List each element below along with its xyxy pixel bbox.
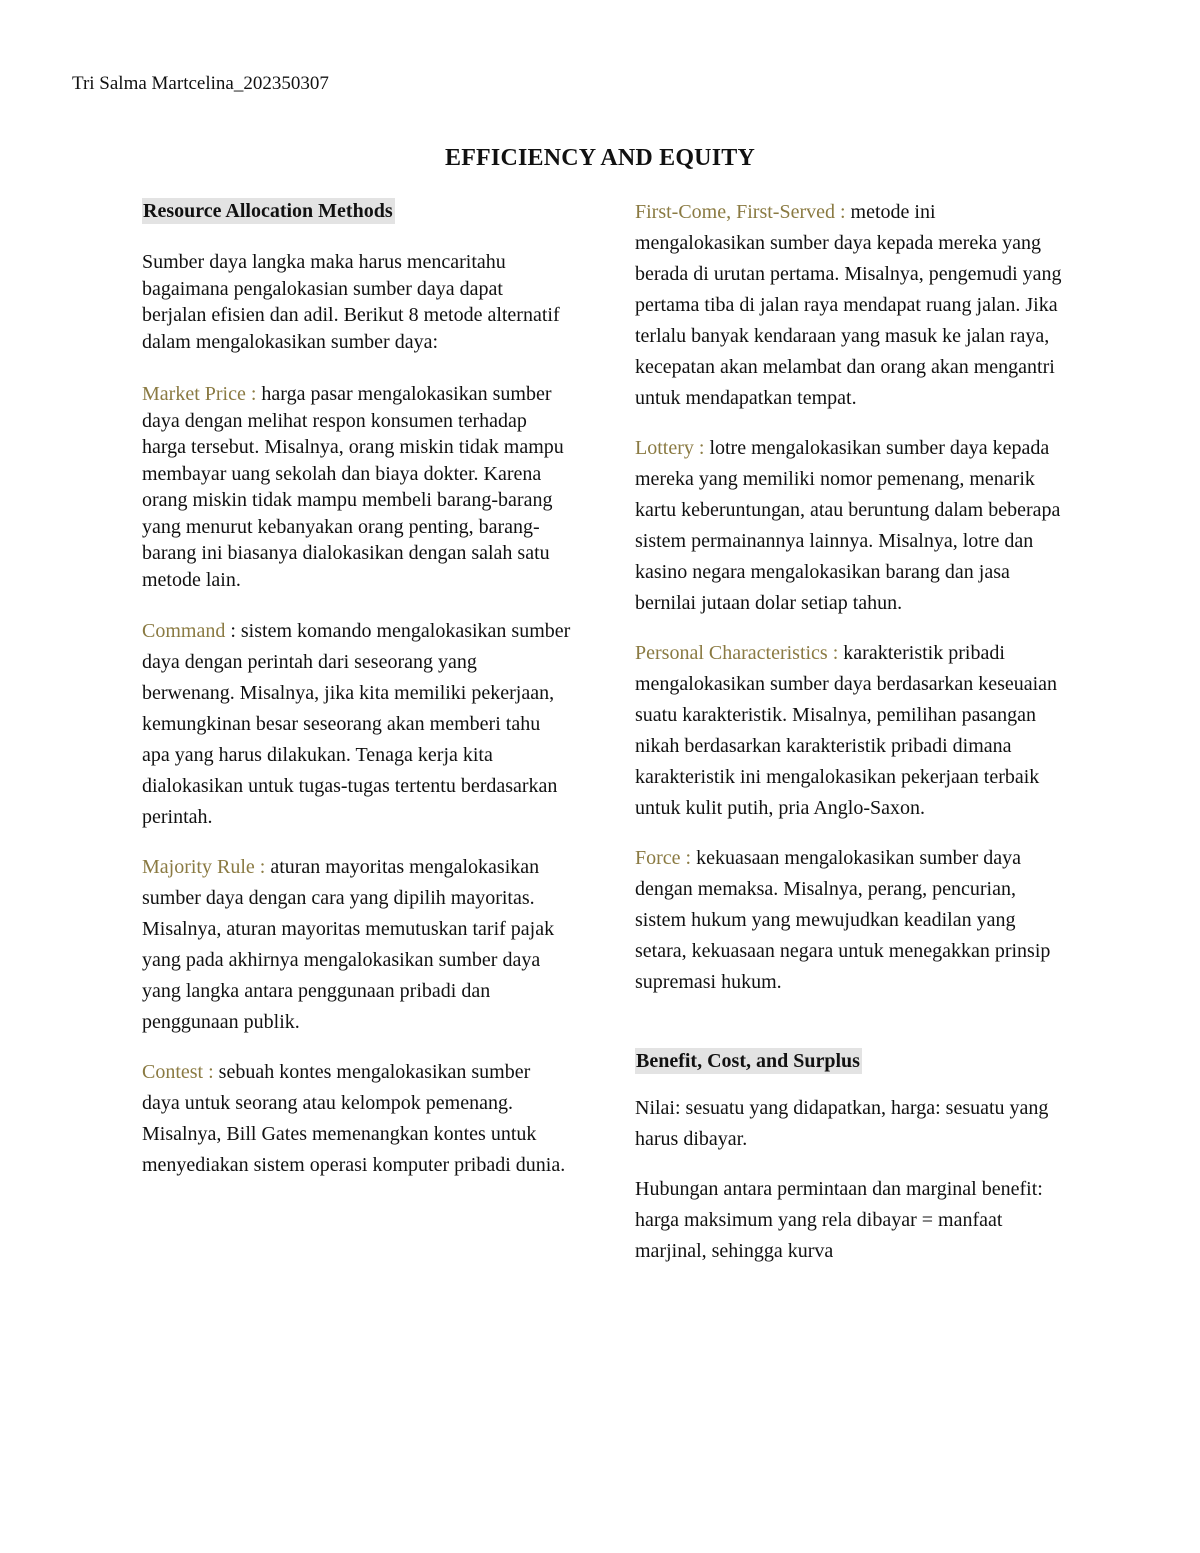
personal-characteristics-paragraph — [635, 638, 1065, 824]
force-term: Force : — [635, 847, 692, 869]
contest-term: Contest : — [142, 1061, 214, 1083]
first-come-text: metode ini mengalokasikan sumber daya kepada mereka yang berada di urutan pertama. Misalnya, pengemudi yang pertama tiba di jalan raya mendapat ruang jalan. Jika terlalu banyak kendaraan yang masuk ke jalan raya, kecepatan akan melambat dan orang akan mengantri untuk mendapatkan tempat. — [635, 201, 1062, 409]
document-title: EFFICIENCY AND EQUITY — [444, 145, 755, 171]
contest-paragraph — [142, 1057, 572, 1181]
right-column — [635, 197, 1065, 1267]
market-price-term: Market Price : — [142, 383, 257, 405]
personal-characteristics-term: Personal Characteristics : — [635, 642, 839, 664]
contest-text: sebuah kontes mengalokasikan sumber daya untuk seorang atau kelompok pemenang. Misalnya, Bill Gates memenangkan kontes untuk menyediakan sistem operasi komputer pribadi dunia. — [142, 1061, 566, 1176]
lottery-text: lotre mengalokasikan sumber daya kepada mereka yang memiliki nomor pemenang, menarik kartu keberuntungan, atau beruntung dalam beberapa sistem permainannya lainnya. Misalnya, lotre dan kasino negara mengalokasikan barang dan jasa bernilai jutaan dolar setiap tahun. — [635, 437, 1061, 614]
intro-paragraph: Sumber daya langka maka harus mencaritahu bagaimana pengalokasian sumber daya dapat berjalan efisien dan adil. Berikut 8 metode alternatif dalam mengalokasikan sumber daya: — [142, 251, 560, 353]
lottery-paragraph — [635, 433, 1065, 619]
majority-rule-paragraph — [142, 852, 572, 1038]
market-price-text: harga pasar mengalokasikan sumber daya dengan melihat respon konsumen terhadap harga tersebut. Misalnya, orang miskin tidak mampu membayar uang sekolah dan biaya dokter. Karena orang miskin tidak mampu membeli barang-barang yang menurut kebanyakan orang penting, barang-barang ini biasanya dialokasikan dengan salah satu metode lain. — [142, 383, 564, 591]
first-come-paragraph — [635, 197, 1065, 414]
command-term: Command — [142, 620, 226, 642]
command-text: : sistem komando mengalokasikan sumber daya dengan perintah dari seseorang yang berwenang. Misalnya, jika kita memiliki pekerjaan, kemungkinan besar seseorang akan memberi tahu apa yang harus dilakukan. Tenaga kerja kita dialokasikan untuk tugas-tugas tertentu berdasarkan perintah. — [142, 620, 571, 828]
first-come-term: First-Come, First-Served : — [635, 201, 846, 223]
force-text: kekuasaan mengalokasikan sumber daya dengan memaksa. Misalnya, perang, pencurian, sistem hukum yang mewujudkan keadilan yang setara, kekuasaan negara untuk menegakkan prinsip supremasi hukum. — [635, 847, 1051, 993]
command-paragraph — [142, 616, 572, 833]
section-heading-resource-allocation: Resource Allocation Methods — [143, 200, 393, 222]
author-header: Tri Salma Martcelina_202350307 — [72, 73, 329, 94]
force-paragraph — [635, 843, 1065, 998]
hubungan-paragraph: Hubungan antara permintaan dan marginal benefit: harga maksimum yang rela dibayar = manfaat marjinal, sehingga kurva — [635, 1178, 1043, 1262]
majority-rule-text: aturan mayoritas mengalokasikan sumber daya dengan cara yang dipilih mayoritas. Misalnya, aturan mayoritas memutuskan tarif pajak yang pada akhirnya mengalokasikan sumber daya yang langka antara penggunaan pribadi dan penggunaan publik. — [142, 856, 555, 1033]
market-price-paragraph — [142, 381, 572, 593]
section-heading-benefit-cost-surplus: Benefit, Cost, and Surplus — [636, 1050, 860, 1072]
majority-rule-term: Majority Rule : — [142, 856, 266, 878]
nilai-paragraph: Nilai: sesuatu yang didapatkan, harga: sesuatu yang harus dibayar. — [635, 1097, 1049, 1150]
left-column — [142, 197, 572, 1181]
lottery-term: Lottery : — [635, 437, 705, 459]
personal-characteristics-text: karakteristik pribadi mengalokasikan sumber daya berdasarkan keseuaian suatu karakteristik. Misalnya, pemilihan pasangan nikah berdasarkan karakteristik pribadi dimana karakteristik ini mengalokasikan pekerjaan terbaik untuk kulit putih, pria Anglo-Saxon. — [635, 642, 1058, 819]
